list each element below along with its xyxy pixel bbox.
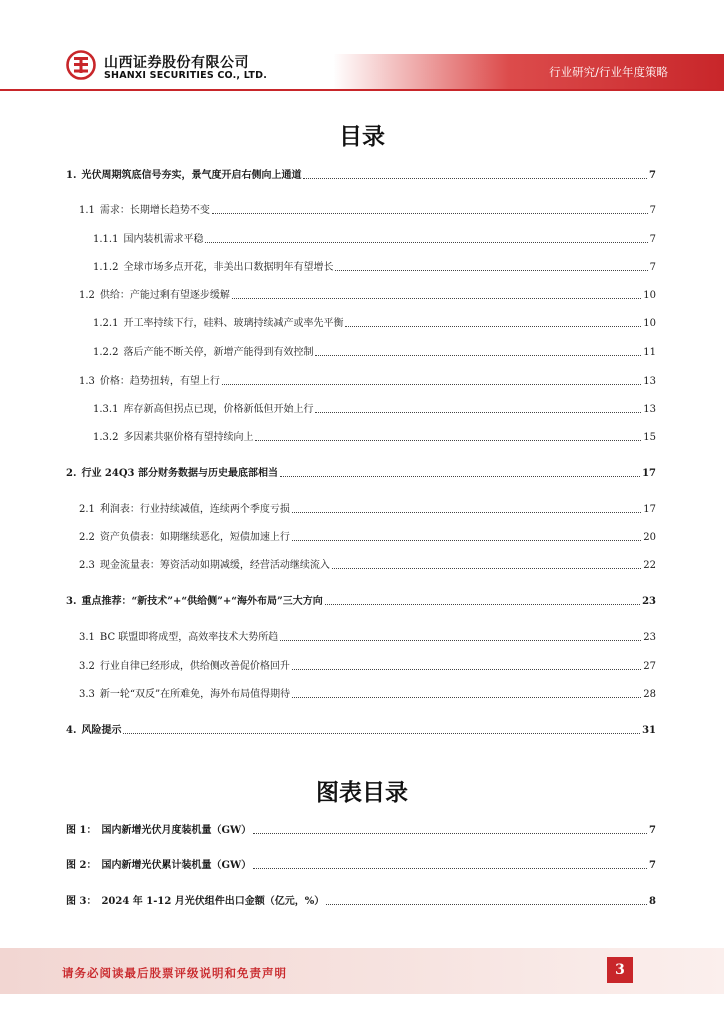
toc-entry-page: 10 [643,290,656,301]
toc-entry-page: 7 [649,170,656,181]
toc-entry-number: 1.3.1 [93,404,119,415]
figure-entry-page: 7 [649,860,656,871]
toc-entry-label: 利润表：行业持续减值，连续两个季度亏损 [99,504,290,515]
toc-entry-3-1[interactable] [79,630,656,644]
toc-entry-page: 13 [643,404,656,415]
toc-entry-page: 27 [643,661,656,672]
figure-list-title: 图表目录 [316,780,408,806]
toc-entry-number: 2.1 [79,504,95,515]
toc-entry-2[interactable] [66,466,656,480]
toc-entry-number: 1. [66,170,77,181]
toc-entry-page: 28 [643,689,656,700]
toc-entry-label: 价格：趋势扭转，有望上行 [99,376,220,387]
toc-entry-number: 2.3 [79,560,95,571]
toc-entry-number: 1.1.2 [93,262,119,273]
toc-entry-3-3[interactable] [79,687,656,701]
toc-entry-label: 落后产能不断关停，新增产能得到有效控制 [123,347,314,358]
toc-entry-page: 17 [642,468,656,479]
toc-entry-2-3[interactable] [79,558,656,572]
toc-entry-label: 光伏周期筑底信号夯实，景气度开启右侧向上通道 [81,170,302,181]
toc-entry-label: 开工率持续下行，硅料、玻璃持续减产或率先平衡 [123,318,344,329]
toc-entry-number: 3.1 [79,632,95,643]
toc-entry-label: 全球市场多点开花，非美出口数据明年有望增长 [123,262,334,273]
dot-leader [292,669,641,670]
toc-entry-page: 13 [643,376,656,387]
figure-entry-2[interactable] [66,858,656,872]
toc-entry-page: 23 [643,632,656,643]
toc-entry-number: 1.2.1 [93,318,119,329]
toc-entry-label: 重点推荐：“新技术”+“供给侧”+“海外布局”三大方向 [81,596,323,607]
figure-entry-number: 图 2： [66,860,97,871]
figure-entry-number: 图 3： [66,896,97,907]
toc-entry-label: 库存新高但拐点已现，价格新低但开始上行 [123,404,314,415]
toc-title: 目录 [339,124,385,150]
disclaimer-notice: 请务必阅读最后股票评级说明和免责声明 [62,966,287,980]
toc-entry-number: 1.2 [79,290,95,301]
dot-leader [345,326,641,327]
toc-entry-page: 10 [643,318,656,329]
toc-entry-1-3[interactable] [79,374,656,388]
toc-entry-label: 现金流量表：筹资活动如期减缓，经营活动继续流入 [99,560,330,571]
toc-entry-number: 4. [66,725,77,736]
toc-entry-number: 2.2 [79,532,95,543]
figure-entry-number: 图 1： [66,825,97,836]
dot-leader [212,213,648,214]
toc-entry-page: 7 [649,205,656,216]
toc-entry-number: 1.3 [79,376,95,387]
toc-entry-page: 20 [643,532,656,543]
toc-entry-4[interactable] [66,723,656,737]
header-divider [0,89,724,91]
toc-entry-label: 国内装机需求平稳 [123,234,204,245]
page-number: 3 [607,957,633,983]
toc-entry-label: 行业自律已经形成，供给侧改善促价格回升 [99,661,290,672]
dot-leader [315,355,641,356]
toc-entry-1-2-2[interactable] [93,345,656,359]
dot-leader [326,904,647,905]
dot-leader [205,242,647,243]
toc-entry-label: 多因素共驱价格有望持续向上 [123,432,254,443]
toc-entry-2-1[interactable] [79,502,656,516]
toc-entry-label: 行业 24Q3 部分财务数据与历史最底部相当 [81,468,279,479]
figure-entry-label: 国内新增光伏累计装机量（GW） [101,860,252,871]
toc-entry-number: 3.3 [79,689,95,700]
toc-entry-page: 17 [643,504,656,515]
toc-entry-3[interactable] [66,594,656,608]
company-name-cn: 山西证券股份有限公司 [104,55,249,71]
toc-entry-label: 风险提示 [81,725,122,736]
dot-leader [232,298,641,299]
figure-entry-page: 8 [649,896,656,907]
dot-leader [255,440,641,441]
report-type-label: 行业研究/行业年度策略 [549,65,668,79]
toc-entry-label: 供给：产能过剩有望逐步缓解 [99,290,230,301]
dot-leader [123,733,640,734]
toc-entry-number: 1.3.2 [93,432,119,443]
dot-leader [292,540,641,541]
toc-entry-1-2[interactable] [79,288,656,302]
dot-leader [332,568,641,569]
toc-entry-1-3-1[interactable] [93,402,656,416]
toc-entry-1[interactable] [66,168,656,182]
toc-entry-1-3-2[interactable] [93,430,656,444]
toc-entry-label: BC 联盟即将成型，高效率技术大势所趋 [99,632,279,643]
toc-entry-page: 22 [643,560,656,571]
toc-entry-page: 7 [649,234,656,245]
report-type-band [333,54,724,89]
dot-leader [253,833,647,834]
toc-entry-label: 新一轮“双反”在所难免，海外布局值得期待 [99,689,291,700]
figure-entry-page: 7 [649,825,656,836]
toc-entry-page: 15 [643,432,656,443]
dot-leader [315,412,641,413]
toc-entry-page: 23 [642,596,656,607]
toc-entry-1-1-1[interactable] [93,232,656,246]
toc-entry-label: 需求：长期增长趋势不变 [99,205,210,216]
toc-entry-1-1-2[interactable] [93,260,656,274]
dot-leader [222,384,641,385]
toc-entry-2-2[interactable] [79,530,656,544]
figure-entry-1[interactable] [66,823,656,837]
dot-leader [280,640,641,641]
toc-entry-1-2-1[interactable] [93,316,656,330]
toc-entry-number: 1.1 [79,205,95,216]
figure-entry-label: 2024 年 1-12 月光伏组件出口金额（亿元，%） [101,896,325,907]
toc-entry-page: 7 [649,262,656,273]
toc-entry-label: 资产负债表：如期继续恶化，短债加速上行 [99,532,290,543]
company-name-en: SHANXI SECURITIES CO., LTD. [104,70,268,81]
toc-entry-number: 3. [66,596,77,607]
toc-entry-page: 31 [642,725,656,736]
toc-entry-number: 1.1.1 [93,234,119,245]
toc-entry-number: 1.2.2 [93,347,119,358]
dot-leader [292,512,641,513]
toc-entry-page: 11 [643,347,656,358]
company-logo-icon [66,50,96,80]
dot-leader [280,476,640,477]
dot-leader [335,270,647,271]
figure-entry-label: 国内新增光伏月度装机量（GW） [101,825,252,836]
dot-leader [303,178,647,179]
toc-entry-1-1[interactable] [79,203,656,217]
toc-entry-number: 2. [66,468,77,479]
dot-leader [325,604,640,605]
toc-entry-number: 3.2 [79,661,95,672]
toc-entry-3-2[interactable] [79,659,656,673]
page-header [0,0,724,92]
dot-leader [253,868,647,869]
figure-entry-3[interactable] [66,894,656,908]
dot-leader [292,697,641,698]
